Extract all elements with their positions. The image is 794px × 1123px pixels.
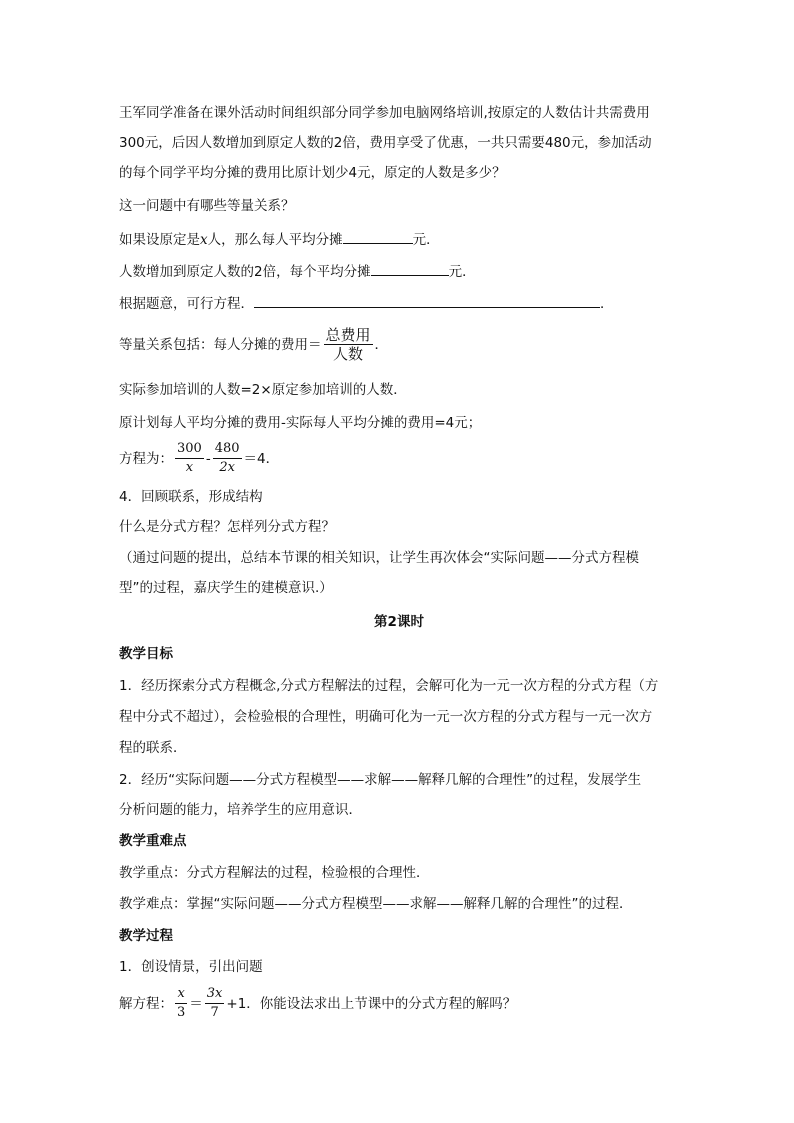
process-heading: 教学过程 [119, 928, 173, 944]
relation-end: ． [374, 336, 389, 353]
fill1-pre: 如果设原定是 [119, 232, 200, 248]
problem-line-3: 的每个同学平均分摊的费用比原计划少4元，原定的人数是多少？ [119, 165, 506, 181]
equation-frac1-num: 300 [177, 441, 202, 456]
difficult-point: 教学难点：掌握“实际问题——分式方程模型——求解——解释几解的合理性”的过程． [119, 896, 633, 912]
fill1-blank[interactable] [343, 229, 413, 244]
equation-rhs: ＝4． [243, 450, 280, 467]
problem-line-2: 300元，后因人数增加到原定人数的2倍，费用享受了优惠，一共只需要480元，参加活动 [119, 135, 652, 151]
note-line-1: （通过问题的提出，总结本节课的相关知识，让学生再次体会“实际问题——分式方程模 [119, 550, 639, 566]
fill-line-1 [119, 229, 440, 250]
solve-tail: +1．你能设法求出上节课中的分式方程的解吗？ [226, 995, 517, 1012]
relation-line-3: 原计划每人平均分摊的费用-实际每人平均分摊的费用=4元； [119, 415, 482, 431]
relation-denominator: 人数 [324, 344, 373, 363]
section-4-heading: 4．回顾联系，形成结构 [119, 489, 263, 505]
solve-frac1-den: 3 [177, 1005, 186, 1020]
fill3-pre: 根据题意，可行方程． [119, 296, 254, 312]
fill-line-3 [119, 293, 614, 314]
solve-label: 解方程： [119, 995, 173, 1012]
fill-line-2 [119, 261, 476, 282]
problem-line-1: 王军同学准备在课外活动时间组织部分同学参加电脑网络培训,按原定的人数估计共需费用 [119, 105, 650, 121]
goal-2-line-1: 2．经历“实际问题——分式方程模型——求解——解释几解的合理性”的过程，发展学生 [119, 772, 642, 788]
equation-frac1-den: x [175, 458, 204, 477]
equation-minus: - [205, 450, 211, 467]
solve-fraction-2 [205, 985, 225, 1022]
equation-frac2-num: 480 [214, 441, 240, 456]
goal-1-line-2: 程中分式不超过），会检验根的合理性，明确可化为一元一次方程的分式方程与一元一次方 [119, 709, 653, 725]
relation-fraction [324, 326, 373, 363]
equation-label: 方程为： [119, 450, 173, 467]
fill3-post: ． [600, 296, 614, 312]
goals-heading: 教学目标 [119, 646, 173, 662]
relation-line-2: 实际参加培训的人数=2×原定参加培训的人数． [119, 382, 407, 398]
solve-equation-line [119, 985, 516, 1022]
question-relations: 这一问题中有哪些等量关系？ [119, 198, 295, 214]
fill3-blank[interactable] [254, 293, 600, 308]
relation-intro: 等量关系包括：每人分摊的费用＝ [119, 336, 322, 353]
solve-frac2-den: 7 [205, 1003, 225, 1022]
key-point: 教学重点：分式方程解法的过程，检验根的合理性． [119, 865, 430, 881]
fill2-post: 元． [448, 264, 476, 280]
fill2-blank[interactable] [371, 261, 449, 276]
fill1-post: 元． [412, 232, 440, 248]
solve-frac2-num: 3x [206, 986, 223, 1001]
equation-frac2-den: 2x [213, 458, 242, 477]
equation-line [119, 440, 279, 477]
lesson-2-title: 第2课时 [374, 614, 424, 630]
equation-fraction-2 [213, 440, 242, 477]
question-what: 什么是分式方程？怎样列分式方程？ [119, 519, 335, 535]
keypoints-heading: 教学重难点 [119, 833, 187, 849]
solve-frac1-num: x [177, 986, 185, 1001]
fill1-mid: 人，那么每人平均分摊 [207, 232, 343, 248]
goal-1-line-1: 1．经历探索分式方程概念,分式方程解法的过程，会解可化为一元一次方程的分式方程（方 [119, 678, 659, 694]
relation-fraction-line [119, 326, 388, 363]
goal-1-line-3: 程的联系． [119, 740, 187, 756]
step-1: 1．创设情景，引出问题 [119, 959, 263, 975]
goal-2-line-2: 分析问题的能力，培养学生的应用意识． [119, 802, 362, 818]
solve-equals: ＝ [189, 995, 203, 1012]
fill2-pre: 人数增加到原定人数的2倍，每个平均分摊 [119, 264, 371, 280]
note-line-2: 型”的过程，嘉庆学生的建模意识.） [119, 580, 333, 596]
fill1-var: x [200, 232, 208, 248]
relation-numerator: 总费用 [325, 326, 371, 344]
equation-fraction-1 [175, 440, 204, 477]
solve-fraction-1 [175, 985, 187, 1022]
